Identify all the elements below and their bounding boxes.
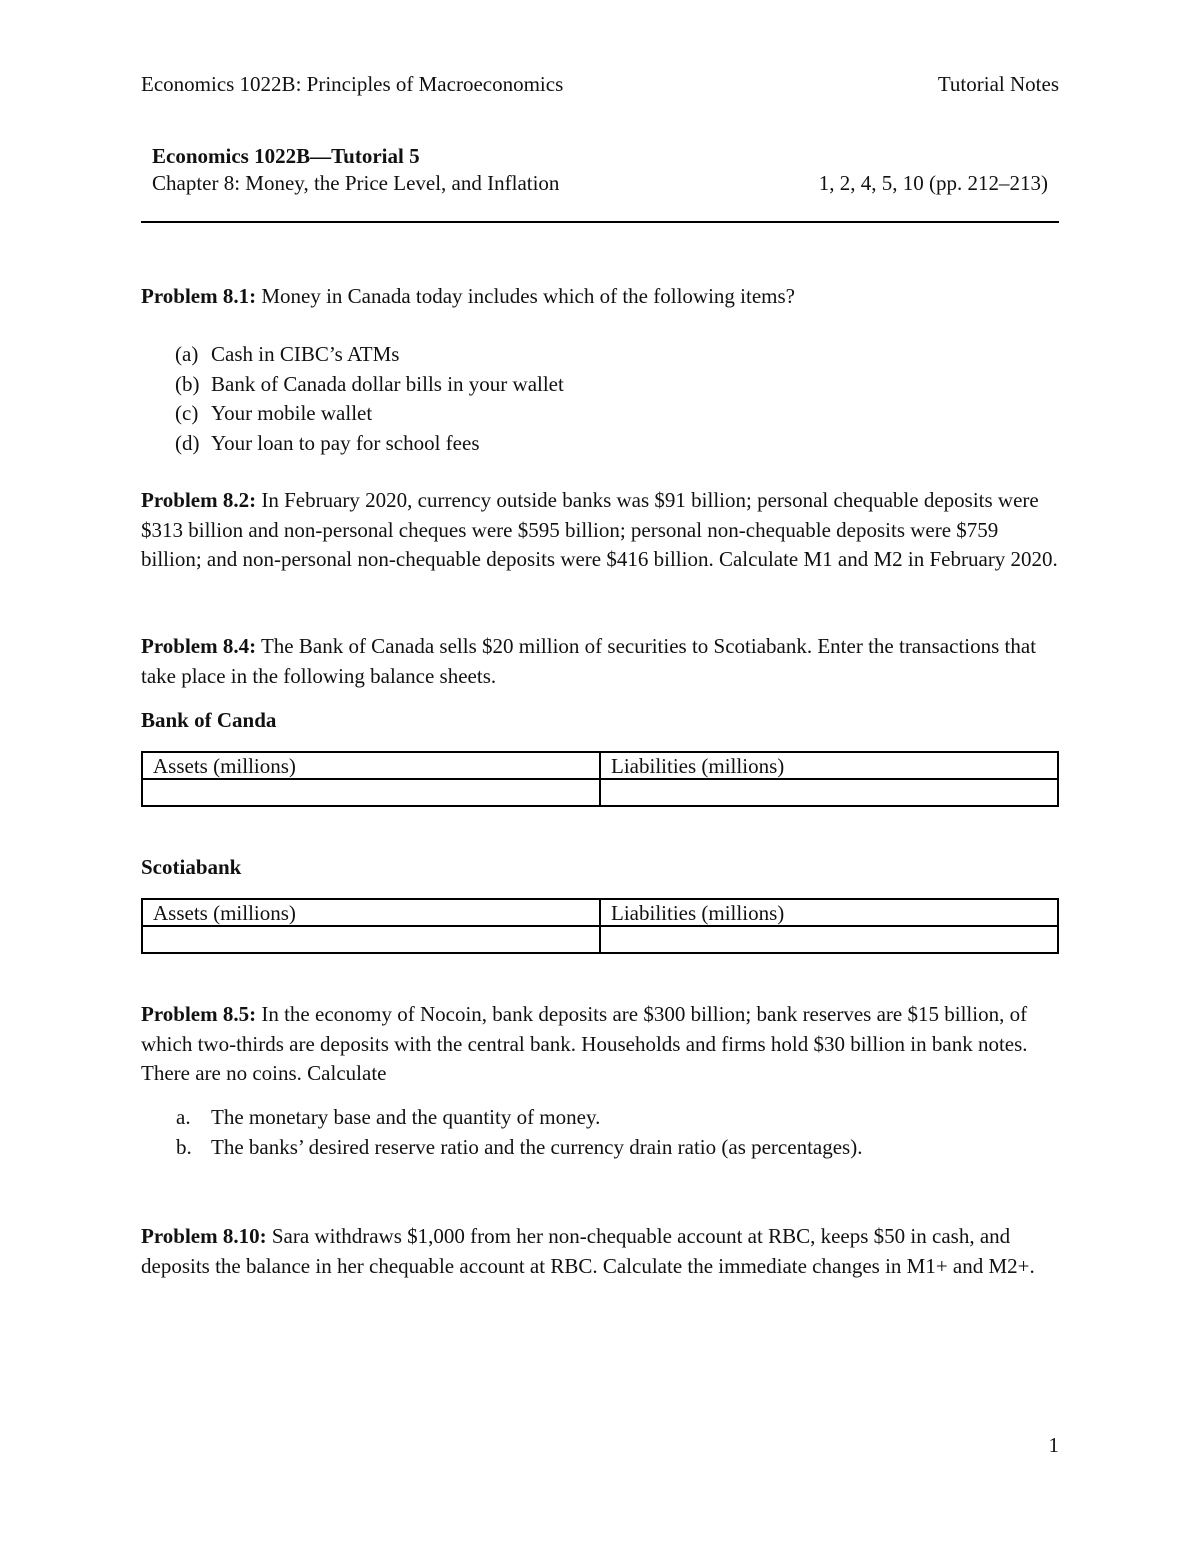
problem-8-2	[141, 486, 1059, 575]
balance-sheet-table	[141, 898, 1059, 954]
problem-8-5-parts	[176, 1103, 862, 1162]
table-row	[142, 752, 1058, 779]
page-title: Economics 1022B—Tutorial 5	[152, 144, 420, 168]
problem-label: Problem 8.5:	[141, 1002, 257, 1026]
liabilities-entry-cell[interactable]	[600, 926, 1058, 953]
list-item	[176, 1103, 862, 1133]
problem-8-10	[141, 1222, 1059, 1281]
problem-8-1-options	[175, 340, 564, 458]
list-item	[175, 370, 564, 400]
option-text: Your loan to pay for school fees	[211, 430, 480, 455]
option-mark: (c)	[175, 401, 199, 426]
option-mark: (b)	[175, 371, 200, 396]
list-item	[176, 1133, 862, 1163]
title-divider	[141, 221, 1059, 223]
table-row	[142, 779, 1058, 806]
option-text: Cash in CIBC’s ATMs	[211, 342, 400, 366]
option-mark: (a)	[175, 342, 199, 366]
list-item	[175, 429, 564, 459]
problem-text: Money in Canada today includes which of the following items?	[256, 284, 795, 308]
table-row	[142, 926, 1058, 953]
assigned-problems: 1, 2, 4, 5, 10 (pp. 212–213)	[818, 171, 1048, 195]
part-mark: a.	[176, 1105, 191, 1129]
balance-sheet-heading: Scotiabank	[141, 855, 242, 879]
assets-header: Assets (millions)	[142, 752, 600, 779]
part-text: The banks’ desired reserve ratio and the currency drain ratio (as percentages).	[211, 1134, 863, 1159]
problem-text: In February 2020, currency outside banks was $91 billion; personal chequable deposits were $313 billion and non-personal cheques were $595 billion; personal non-chequable deposits were $759 billion; and non-personal non-chequable deposits were $416 billion. Calculate M1 and M2 in February 2020.	[141, 488, 1058, 572]
option-text: Bank of Canada dollar bills in your wallet	[211, 371, 564, 396]
problem-text: Sara withdraws $1,000 from her non-chequable account at RBC, keeps $50 in cash, and deposits the balance in her chequable account at RBC. Calculate the immediate changes in M1+ and M2+.	[141, 1224, 1035, 1278]
liabilities-header: Liabilities (millions)	[600, 752, 1058, 779]
page-number: 1	[1048, 1433, 1059, 1457]
header-doc-type: Tutorial Notes	[937, 72, 1059, 96]
problem-label: Problem 8.4:	[141, 634, 257, 658]
part-text: The monetary base and the quantity of money.	[211, 1105, 601, 1129]
problem-label: Problem 8.10:	[141, 1224, 267, 1248]
assets-entry-cell[interactable]	[142, 926, 600, 953]
problem-8-5	[141, 1000, 1059, 1089]
liabilities-entry-cell[interactable]	[600, 779, 1058, 806]
header-course: Economics 1022B: Principles of Macroeconomics	[141, 72, 564, 96]
part-mark: b.	[176, 1134, 192, 1159]
list-item	[175, 340, 564, 370]
problem-label: Problem 8.1:	[141, 284, 257, 308]
balance-sheet-table	[141, 751, 1059, 807]
problem-8-1	[141, 282, 1059, 312]
balance-sheet-heading: Bank of Canda	[141, 708, 277, 732]
problem-text: In the economy of Nocoin, bank deposits are $300 billion; bank reserves are $15 billion, of which two-thirds are deposits with the central bank. Households and firms hold $30 billion in bank notes. There are no coins. Calculate	[141, 1002, 1028, 1086]
problem-8-4	[141, 632, 1059, 691]
option-text: Your mobile wallet	[211, 401, 373, 426]
chapter-subtitle: Chapter 8: Money, the Price Level, and Inflation	[152, 171, 560, 195]
assets-header: Assets (millions)	[142, 899, 600, 926]
problem-text: The Bank of Canada sells $20 million of securities to Scotiabank. Enter the transactions that take place in the following balance sheets.	[141, 634, 1037, 688]
liabilities-header: Liabilities (millions)	[600, 899, 1058, 926]
table-row	[142, 899, 1058, 926]
assets-entry-cell[interactable]	[142, 779, 600, 806]
problem-label: Problem 8.2:	[141, 488, 257, 512]
option-mark: (d)	[175, 430, 200, 455]
list-item	[175, 399, 564, 429]
